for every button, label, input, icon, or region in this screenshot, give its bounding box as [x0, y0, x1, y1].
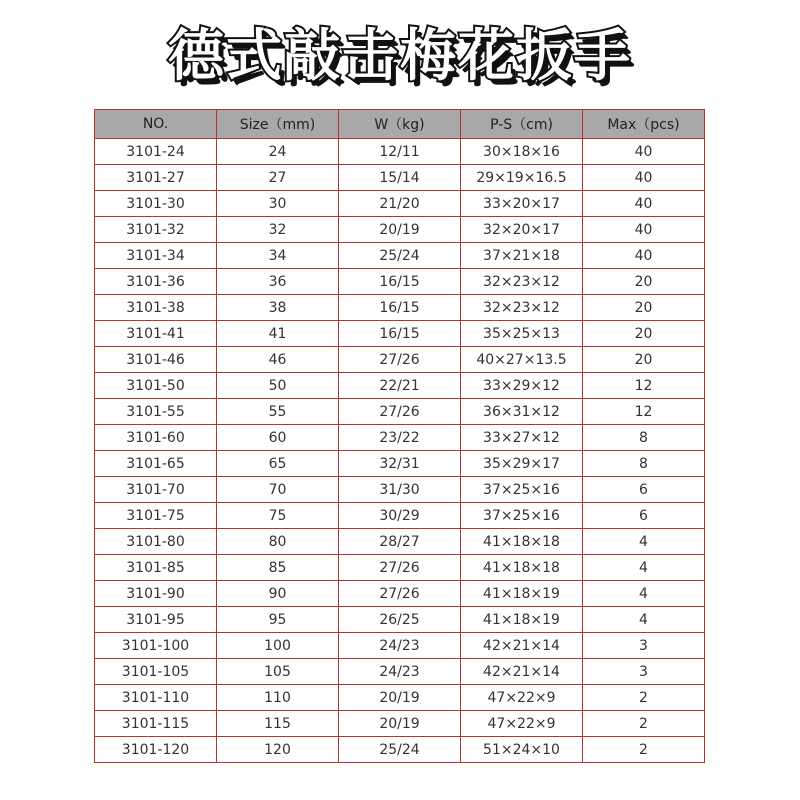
table-row: [95, 165, 705, 191]
cell-no: 3101-46: [95, 347, 217, 373]
table-row: [95, 295, 705, 321]
table-row: [95, 737, 705, 763]
cell-max-pcs: 20: [583, 347, 705, 373]
cell-max-pcs: 4: [583, 529, 705, 555]
cell-weight: 16/15: [339, 269, 461, 295]
cell-weight: 24/23: [339, 659, 461, 685]
cell-weight: 23/22: [339, 425, 461, 451]
cell-no: 3101-34: [95, 243, 217, 269]
cell-size: 24: [217, 139, 339, 165]
table-row: [95, 191, 705, 217]
cell-package-size: 35×29×17: [461, 451, 583, 477]
cell-no: 3101-70: [95, 477, 217, 503]
cell-package-size: 41×18×19: [461, 581, 583, 607]
cell-max-pcs: 3: [583, 659, 705, 685]
cell-max-pcs: 3: [583, 633, 705, 659]
cell-package-size: 35×25×13: [461, 321, 583, 347]
cell-no: 3101-38: [95, 295, 217, 321]
cell-no: 3101-41: [95, 321, 217, 347]
table-row: [95, 685, 705, 711]
cell-max-pcs: 4: [583, 555, 705, 581]
cell-max-pcs: 40: [583, 191, 705, 217]
cell-no: 3101-30: [95, 191, 217, 217]
cell-weight: 27/26: [339, 581, 461, 607]
cell-weight: 12/11: [339, 139, 461, 165]
title-banner: [0, 18, 800, 96]
cell-max-pcs: 12: [583, 399, 705, 425]
cell-package-size: 29×19×16.5: [461, 165, 583, 191]
header-weight: W（kg): [339, 110, 461, 139]
cell-max-pcs: 6: [583, 477, 705, 503]
table-row: [95, 659, 705, 685]
cell-weight: 22/21: [339, 373, 461, 399]
cell-package-size: 32×20×17: [461, 217, 583, 243]
cell-package-size: 33×27×12: [461, 425, 583, 451]
cell-size: 27: [217, 165, 339, 191]
cell-max-pcs: 4: [583, 581, 705, 607]
cell-package-size: 37×25×16: [461, 503, 583, 529]
cell-no: 3101-115: [95, 711, 217, 737]
cell-package-size: 47×22×9: [461, 685, 583, 711]
cell-no: 3101-32: [95, 217, 217, 243]
cell-max-pcs: 40: [583, 217, 705, 243]
cell-weight: 24/23: [339, 633, 461, 659]
header-size: Size（mm): [217, 110, 339, 139]
table-row: [95, 503, 705, 529]
cell-max-pcs: 40: [583, 139, 705, 165]
cell-weight: 27/26: [339, 555, 461, 581]
table-row: [95, 477, 705, 503]
cell-weight: 15/14: [339, 165, 461, 191]
cell-weight: 26/25: [339, 607, 461, 633]
header-no: NO.: [95, 110, 217, 139]
cell-size: 110: [217, 685, 339, 711]
cell-no: 3101-75: [95, 503, 217, 529]
cell-max-pcs: 6: [583, 503, 705, 529]
cell-weight: 25/24: [339, 243, 461, 269]
table-row: [95, 347, 705, 373]
cell-size: 85: [217, 555, 339, 581]
cell-no: 3101-36: [95, 269, 217, 295]
cell-size: 50: [217, 373, 339, 399]
table-row: [95, 633, 705, 659]
table-header-row: [95, 110, 705, 139]
cell-weight: 31/30: [339, 477, 461, 503]
table-row: [95, 581, 705, 607]
cell-max-pcs: 2: [583, 737, 705, 763]
spec-table: [94, 109, 705, 763]
cell-max-pcs: 40: [583, 165, 705, 191]
cell-no: 3101-27: [95, 165, 217, 191]
cell-weight: 20/19: [339, 685, 461, 711]
header-max-pcs: Max（pcs): [583, 110, 705, 139]
cell-size: 41: [217, 321, 339, 347]
cell-max-pcs: 20: [583, 269, 705, 295]
table-row: [95, 425, 705, 451]
table-row: [95, 529, 705, 555]
cell-max-pcs: 20: [583, 321, 705, 347]
table-row: [95, 711, 705, 737]
cell-no: 3101-90: [95, 581, 217, 607]
cell-weight: 20/19: [339, 711, 461, 737]
cell-max-pcs: 20: [583, 295, 705, 321]
table-row: [95, 269, 705, 295]
cell-no: 3101-95: [95, 607, 217, 633]
cell-weight: 16/15: [339, 295, 461, 321]
cell-package-size: 42×21×14: [461, 633, 583, 659]
cell-weight: 30/29: [339, 503, 461, 529]
cell-package-size: 32×23×12: [461, 295, 583, 321]
cell-package-size: 51×24×10: [461, 737, 583, 763]
cell-size: 36: [217, 269, 339, 295]
cell-weight: 21/20: [339, 191, 461, 217]
cell-package-size: 40×27×13.5: [461, 347, 583, 373]
table-row: [95, 607, 705, 633]
cell-package-size: 47×22×9: [461, 711, 583, 737]
cell-size: 32: [217, 217, 339, 243]
cell-package-size: 33×29×12: [461, 373, 583, 399]
cell-weight: 28/27: [339, 529, 461, 555]
table-row: [95, 399, 705, 425]
cell-no: 3101-65: [95, 451, 217, 477]
cell-package-size: 37×21×18: [461, 243, 583, 269]
cell-max-pcs: 2: [583, 711, 705, 737]
cell-size: 90: [217, 581, 339, 607]
cell-size: 30: [217, 191, 339, 217]
cell-no: 3101-105: [95, 659, 217, 685]
cell-weight: 27/26: [339, 399, 461, 425]
cell-no: 3101-80: [95, 529, 217, 555]
cell-package-size: 30×18×16: [461, 139, 583, 165]
cell-no: 3101-55: [95, 399, 217, 425]
cell-size: 55: [217, 399, 339, 425]
cell-weight: 32/31: [339, 451, 461, 477]
table-row: [95, 139, 705, 165]
cell-package-size: 41×18×18: [461, 555, 583, 581]
table-row: [95, 321, 705, 347]
cell-size: 100: [217, 633, 339, 659]
cell-size: 46: [217, 347, 339, 373]
cell-size: 120: [217, 737, 339, 763]
cell-max-pcs: 12: [583, 373, 705, 399]
cell-no: 3101-110: [95, 685, 217, 711]
cell-size: 105: [217, 659, 339, 685]
cell-max-pcs: 4: [583, 607, 705, 633]
cell-max-pcs: 2: [583, 685, 705, 711]
table-row: [95, 373, 705, 399]
cell-max-pcs: 8: [583, 425, 705, 451]
cell-package-size: 36×31×12: [461, 399, 583, 425]
cell-size: 95: [217, 607, 339, 633]
header-package-size: P-S（cm): [461, 110, 583, 139]
page-title: 德式敲击梅花扳手: [168, 24, 632, 89]
cell-package-size: 37×25×16: [461, 477, 583, 503]
table-body: [95, 139, 705, 763]
cell-package-size: 41×18×19: [461, 607, 583, 633]
cell-size: 70: [217, 477, 339, 503]
cell-size: 80: [217, 529, 339, 555]
cell-size: 115: [217, 711, 339, 737]
cell-size: 34: [217, 243, 339, 269]
cell-weight: 16/15: [339, 321, 461, 347]
cell-size: 60: [217, 425, 339, 451]
cell-size: 38: [217, 295, 339, 321]
cell-no: 3101-50: [95, 373, 217, 399]
cell-size: 75: [217, 503, 339, 529]
cell-no: 3101-100: [95, 633, 217, 659]
cell-max-pcs: 40: [583, 243, 705, 269]
cell-weight: 27/26: [339, 347, 461, 373]
cell-no: 3101-60: [95, 425, 217, 451]
table-row: [95, 555, 705, 581]
table-row: [95, 243, 705, 269]
table-row: [95, 217, 705, 243]
cell-no: 3101-24: [95, 139, 217, 165]
cell-weight: 20/19: [339, 217, 461, 243]
cell-size: 65: [217, 451, 339, 477]
cell-no: 3101-120: [95, 737, 217, 763]
cell-weight: 25/24: [339, 737, 461, 763]
cell-package-size: 41×18×18: [461, 529, 583, 555]
cell-package-size: 32×23×12: [461, 269, 583, 295]
cell-no: 3101-85: [95, 555, 217, 581]
cell-package-size: 33×20×17: [461, 191, 583, 217]
table-row: [95, 451, 705, 477]
cell-max-pcs: 8: [583, 451, 705, 477]
cell-package-size: 42×21×14: [461, 659, 583, 685]
